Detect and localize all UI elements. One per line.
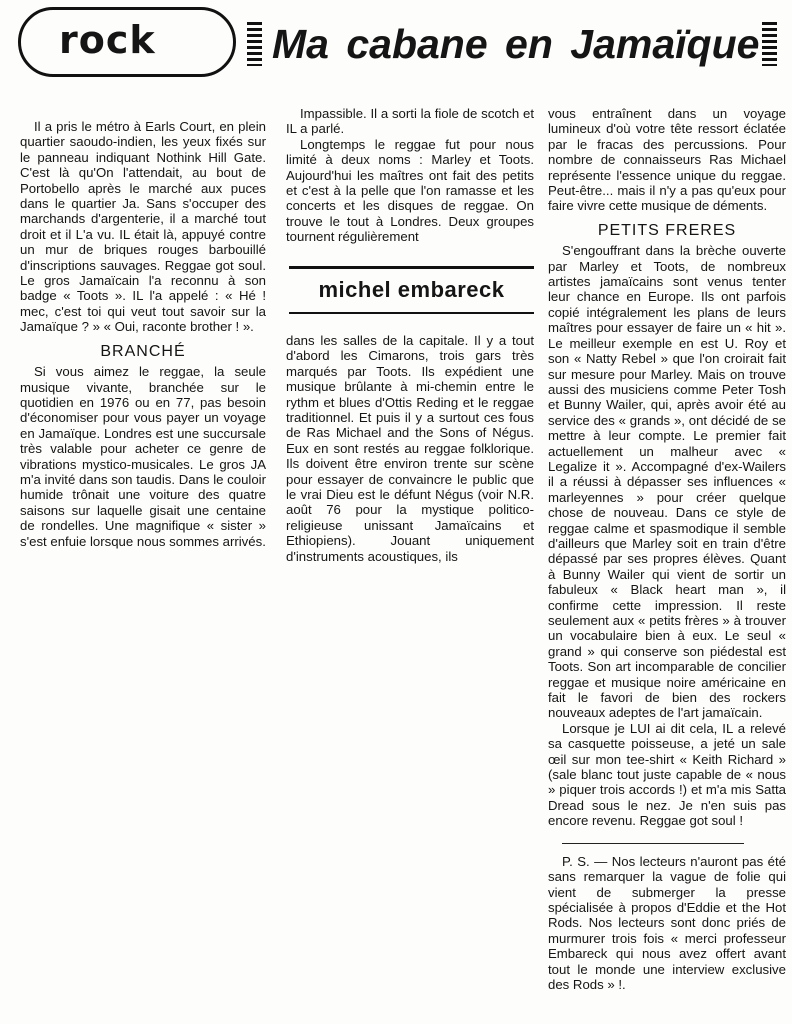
- article-column-3: [548, 106, 786, 992]
- article-column-2-bottom: [286, 333, 534, 564]
- byline-box: [289, 266, 534, 314]
- article-title: Ma cabane en Jamaïque: [272, 21, 760, 67]
- decorative-bars-left: [247, 22, 262, 66]
- paragraph: Lorsque je LUI ai dit cela, IL a relevé sa casquette poisseuse, a jeté un sale œil sur mon tee-shirt « Keith Richard » (sale blanc tout juste capable de « nous » piquer trois accords !) et m'a mis Satta Dread sous le nez. Je n'en suis pas encore revenu. Reggae got soul !: [548, 720, 786, 829]
- paragraph: Longtemps le reggae fut pour nous limité à deux noms : Marley et Toots. Aujourd'hui les maîtres ont fait des petits et c'est à la pelle que l'on ramasse et les concerts et les disques de reggae. On trouve le tout à Londres. Deux groupes tournent régulièrement: [286, 136, 534, 245]
- rubric-label: rock: [18, 7, 236, 77]
- ps-divider: [562, 843, 744, 844]
- postscript: P. S. — Nos lecteurs n'auront pas été sans remarquer la vague de folie qui vient de submerger la presse spécialisée à propos d'Eddie et the Hot Rods. Nos lecteurs sont donc priés de murmurer trois fois « merci professeur Embareck qui nous avez offert avant tout le monde une interview exclusive des Rods » !.: [548, 853, 786, 992]
- article-column-1: [20, 119, 266, 549]
- paragraph: vous entraînent dans un voyage lumineux d'où votre tête ressort éclatée par le fracas des percussions. Pour nombre de connaisseurs Ras Michael représente l'essence unique du reggae. Peut-être... mais il n'y a pas qu'eux pour faire vivre cette musique de déments.: [548, 106, 786, 214]
- author-byline: michel embareck: [318, 277, 505, 302]
- article-column-2-top: [286, 106, 534, 245]
- subhead-branche: BRANCHÉ: [100, 342, 186, 360]
- paragraph: Si vous aimez le reggae, la seule musique vivante, branchée sur le quotidien en 1976 ou en 77, pas besoin d'économiser pour vous payer un voyage en Jamaïque. Londres est une succursale très valable pour acheter ce genre de vibrations mystico-musicales. Le gros JA m'a invité dans son taudis. Dans le couloir humide trônait une voiture des quatre saisons sur laquelle gisait une centaine de rondelles. Une magnifique « sister » s'est enfuie lorsque nous sommes arrivés.: [20, 364, 266, 549]
- decorative-bars-right: [762, 22, 777, 66]
- paragraph: S'engouffrant dans la brèche ouverte par Marley et Toots, de nombreux artistes jamaïcains sont venus tenter leur chance en Europe. Ils ont parfois copié intégralement les plans de leurs maîtres pour essayer de faire un « hit ». Le meilleur exemple en est U. Roy et son « Natty Rebel » que l'on croirait fait sur mesure pour Marley. Mais on trouve aussi des musiciens comme Peter Tosh et Bunny Wailer, qui, après avoir été au service des « grands », ont décidé de se mettre à leur compte. Le premier fait actuellement un malheur avec « Legalize it ». Accompagné d'ex-Wailers il a réussi à dépasser ses influences « marleyennes » pour créer quelque chose de nouveau. Dans ce style de reggae calme et spasmodique il semble d'ailleurs que Marley soit en train d'être dépassé par ses propres élèves. Quant à Bunny Wailer qui vient de sortir un fabuleux « Black heart man », il confirme cette impression. Il reste seulement aux « petits frères » à trouver un vocabulaire bien à eux. Le seul « grand » qui conserve son piédestal est Toots. Son art incomparable de concilier reggae et musique noire américaine en fait le favori de bien des rockers nouveaux adeptes de l'art jamaïcain.: [548, 243, 786, 721]
- paragraph: Il a pris le métro à Earls Court, en plein quartier saoudo-indien, les yeux fixés sur le panneau indiquant Nothink Hill Gate. C'est là qu'On l'attendait, au bout de Portobello après le marché aux puces dans le quartier Ja. Sans s'occuper des marchands d'argenterie, il a marché tout droit et il L'a vu. IL était là, appuyé contre un mur de briques rouges barbouillé d'inscriptions sauvages. Reggae got soul. Le gros Jamaïcain l'a reconnu à son badge « Toots ». IL l'a appelé : « Hé ! mec, c'est toi qui veut tout savoir sur la Jamaïque ? » « Oui, raconte brother ! ».: [20, 119, 266, 335]
- subhead-petits-freres: PETITS FRERES: [597, 221, 737, 239]
- paragraph: Impassible. Il a sorti la fiole de scotch et IL a parlé.: [286, 106, 534, 137]
- paragraph: dans les salles de la capitale. Il y a tout d'abord les Cimarons, trois gars très marqués par Toots. Ils expédient une musique brûlante à mi-chemin entre le rythm et blues d'Ottis Reding et le reggae traditionnel. Et puis il y a surtout ces fous de Ras Michael and the Sons of Négus. Eux en sont restés au reggae folklorique. Ils doivent être environ trente sur scène pour essayer de convaincre le public que le vrai Dieu est le défunt Négus (voir N.R. août 76 pour la mystique politico-religieuse unissant Jamaïcains et Ethiopiens). Jouant uniquement d'instruments acoustiques, ils: [286, 333, 534, 564]
